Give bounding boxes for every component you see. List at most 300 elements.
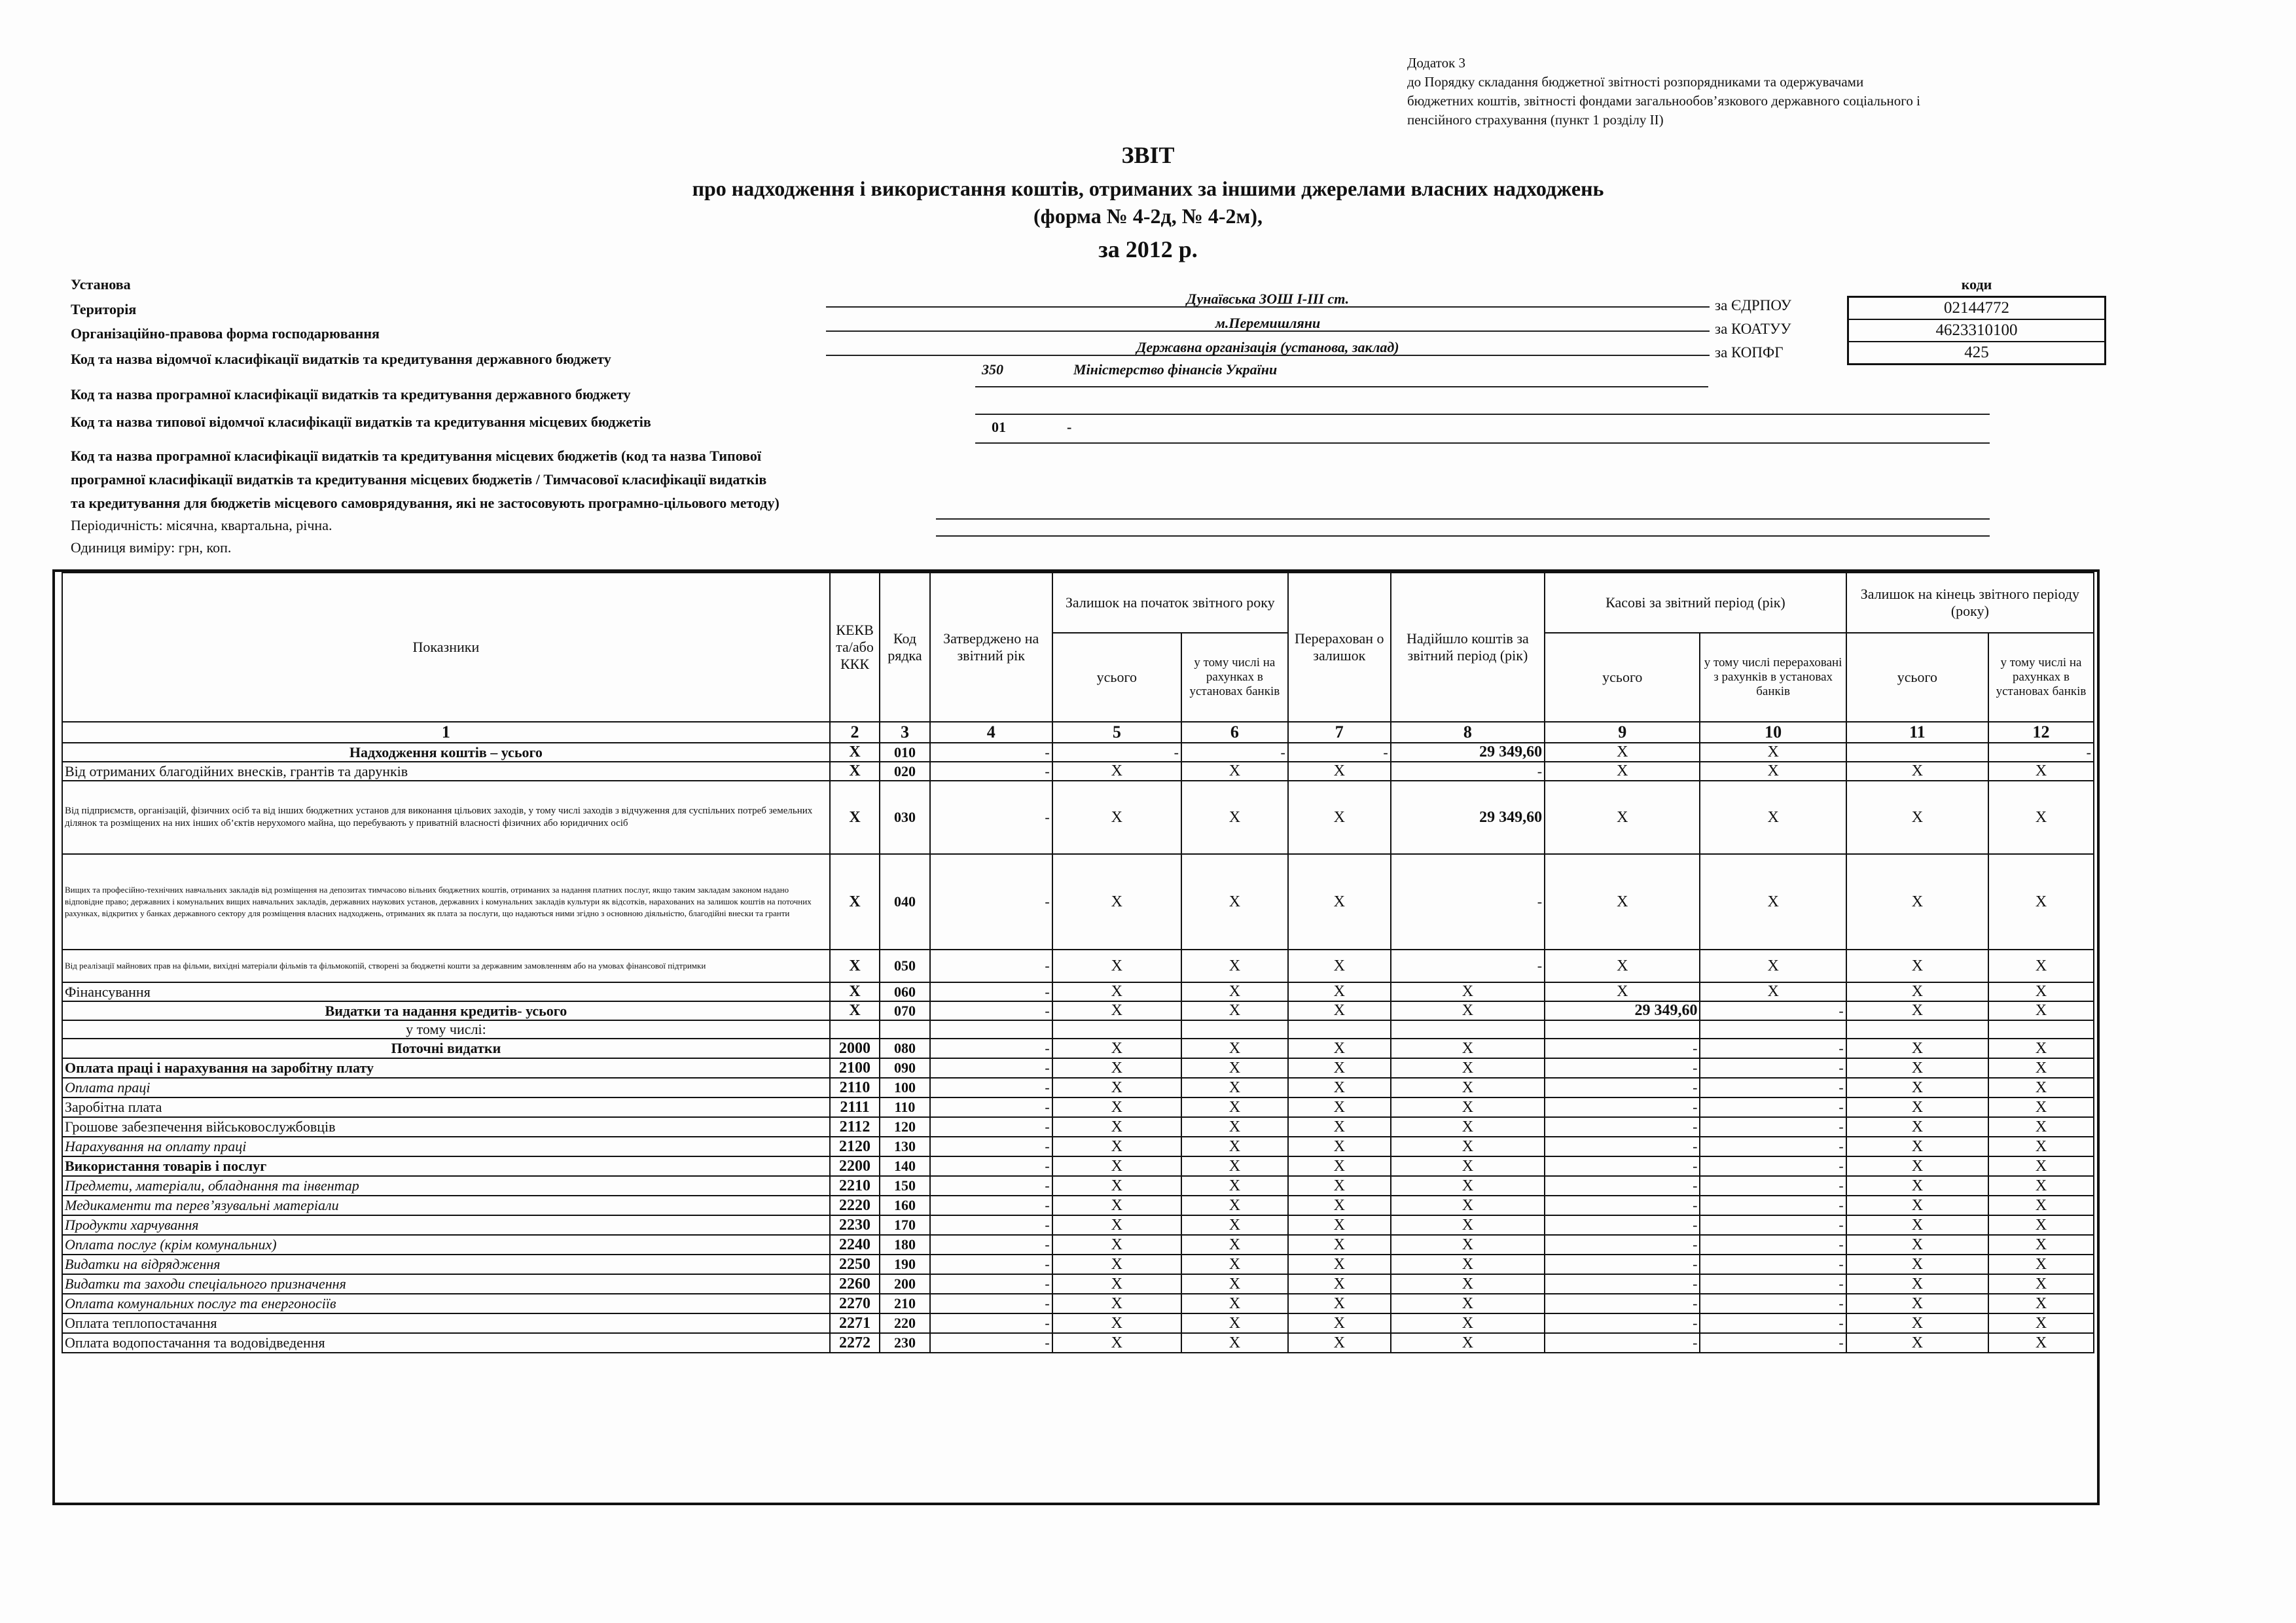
row-code: 070 xyxy=(880,1001,929,1020)
row-cell: - xyxy=(1700,1235,1846,1255)
row-cell xyxy=(1846,743,1988,762)
row-cell: X xyxy=(1846,854,1988,950)
row-label: Видатки та заходи спеціального призначення xyxy=(62,1274,830,1294)
edrpou-code: 02144772 xyxy=(1849,298,2104,320)
row-cell: X xyxy=(1181,781,1288,854)
row-code: 040 xyxy=(880,854,929,950)
row-cell: - xyxy=(930,950,1052,982)
row-cell: X xyxy=(1846,1176,1988,1196)
row-cell: X xyxy=(1846,1137,1988,1156)
row-cell: X xyxy=(1391,1058,1545,1078)
legal-form-value: Державна організація (установа, заклад) xyxy=(1136,339,1399,355)
row-cell: - xyxy=(1545,1215,1700,1235)
report-subtitle: про надходження і використання коштів, отриманих за іншими джерелами власних надходжень xyxy=(692,177,1604,200)
row-cell: - xyxy=(930,854,1052,950)
row-cell: - xyxy=(1700,1333,1846,1353)
row-cell: X xyxy=(1988,762,2094,781)
row-label: Оплата водопостачання та водовідведення xyxy=(62,1333,830,1353)
column-number: 9 xyxy=(1545,722,1700,743)
legal-form-label: Організаційно-правова форма господарювання xyxy=(71,325,380,342)
row-cell: X xyxy=(1391,1078,1545,1097)
row-cell: - xyxy=(930,1039,1052,1058)
row-cell: X xyxy=(1052,1333,1181,1353)
row-cell: X xyxy=(1846,1058,1988,1078)
table-row xyxy=(62,1058,2094,1078)
form-number: (форма № 4-2д, № 4-2м), xyxy=(1033,204,1263,228)
row-cell: X xyxy=(1288,1137,1391,1156)
row-cell: X xyxy=(1052,781,1181,854)
row-cell: - xyxy=(1545,1313,1700,1333)
row-code: 020 xyxy=(880,762,929,781)
row-code: 160 xyxy=(880,1196,929,1215)
row-label: Медикаменти та перев’язувальні матеріали xyxy=(62,1196,830,1215)
table-row xyxy=(62,1117,2094,1137)
table-row xyxy=(62,854,2094,950)
row-cell: X xyxy=(1288,1176,1391,1196)
row-cell: - xyxy=(1288,743,1391,762)
row-cell: X xyxy=(1391,1039,1545,1058)
row-cell: X xyxy=(1545,950,1700,982)
institution-value: Дунаївська ЗОШ І-ІІІ ст. xyxy=(1186,291,1350,307)
kopfg-code: 425 xyxy=(1964,344,1989,361)
row-kekv: 2250 xyxy=(830,1255,880,1274)
row-cell: X xyxy=(1988,1117,2094,1137)
row-label: Нарахування на оплату праці xyxy=(62,1137,830,1156)
row-cell: X xyxy=(1545,762,1700,781)
row-cell: X xyxy=(1181,1156,1288,1176)
row-cell: - xyxy=(1700,1255,1846,1274)
column-number: 11 xyxy=(1846,722,1988,743)
col-code: Код рядка xyxy=(880,573,929,722)
row-cell: X xyxy=(1288,1117,1391,1137)
row-cell: - xyxy=(1700,1097,1846,1117)
row-label: Оплата праці xyxy=(62,1078,830,1097)
row-cell: - xyxy=(1545,1156,1700,1176)
row-code: 230 xyxy=(880,1333,929,1353)
row-cell: X xyxy=(1700,854,1846,950)
row-cell: - xyxy=(930,1255,1052,1274)
table-row xyxy=(62,1039,2094,1058)
row-kekv: X xyxy=(830,781,880,854)
row-cell: - xyxy=(930,1215,1052,1235)
row-cell xyxy=(1181,1020,1288,1039)
row-label: Заробітна плата xyxy=(62,1097,830,1117)
row-cell: X xyxy=(1988,1196,2094,1215)
row-label: Надходження коштів – усього xyxy=(62,743,830,762)
row-cell: - xyxy=(1545,1039,1700,1058)
row-code: 010 xyxy=(880,743,929,762)
row-cell: X xyxy=(1391,1294,1545,1313)
row-cell: - xyxy=(1545,1058,1700,1078)
table-row xyxy=(62,781,2094,854)
row-kekv: 2120 xyxy=(830,1137,880,1156)
row-cell: X xyxy=(1391,1255,1545,1274)
row-kekv: X xyxy=(830,982,880,1001)
row-kekv: 2270 xyxy=(830,1294,880,1313)
row-cell: - xyxy=(1545,1333,1700,1353)
row-cell: X xyxy=(1700,950,1846,982)
table-row xyxy=(62,1294,2094,1313)
edrpou-label: за ЄДРПОУ xyxy=(1715,297,1791,313)
row-kekv: 2260 xyxy=(830,1274,880,1294)
col-incl-banks: у тому числі на рахунках в установах банків xyxy=(1988,633,2094,722)
local-prog-label: Код та назва програмної класифікації видатків та кредитування місцевих бюджетів (код та назва Типової xyxy=(71,448,762,464)
row-cell: X xyxy=(1288,854,1391,950)
row-cell: X xyxy=(1988,1235,2094,1255)
col-approved: Затверджено на звітний рік xyxy=(930,573,1052,722)
row-cell: - xyxy=(1545,1137,1700,1156)
row-cell: X xyxy=(1052,1058,1181,1078)
row-label: Від підприємств, організацій, фізичних осіб та від інших бюджетних установ для виконання цільових заходів, у тому числі заходів з відчуження для суспільних потреб земельних ділянок та розміщених на них інших об’єктів нерухомого майна, що перебувають у приватній власності фізичних або юридичних осіб xyxy=(62,781,830,854)
row-cell: X xyxy=(1181,1097,1288,1117)
row-cell: X xyxy=(1846,1196,1988,1215)
row-cell: - xyxy=(1700,1001,1846,1020)
col-indicators: Показники xyxy=(62,573,830,722)
row-cell: X xyxy=(1391,1097,1545,1117)
row-cell: X xyxy=(1846,1001,1988,1020)
row-code: 090 xyxy=(880,1058,929,1078)
table-row xyxy=(62,1097,2094,1117)
row-label: Оплата теплопостачання xyxy=(62,1313,830,1333)
row-cell: X xyxy=(1181,1235,1288,1255)
row-cell: X xyxy=(1288,1001,1391,1020)
row-cell: - xyxy=(1545,1235,1700,1255)
row-cell: X xyxy=(1288,762,1391,781)
row-cell: X xyxy=(1052,1176,1181,1196)
local-prog-label: програмної класифікації видатків та кредитування місцевих бюджетів / Тимчасової класифікації видатків xyxy=(71,471,767,488)
row-cell: X xyxy=(1846,1294,1988,1313)
row-cell: X xyxy=(1052,1097,1181,1117)
row-code: 220 xyxy=(880,1313,929,1333)
row-cell: X xyxy=(1181,1196,1288,1215)
row-cell: X xyxy=(1846,1156,1988,1176)
row-kekv: 2200 xyxy=(830,1156,880,1176)
row-cell: - xyxy=(930,1078,1052,1097)
table-row xyxy=(62,1235,2094,1255)
row-cell: - xyxy=(930,762,1052,781)
table-row xyxy=(62,1001,2094,1020)
row-cell: - xyxy=(930,743,1052,762)
row-cell xyxy=(1052,1020,1181,1039)
row-cell: X xyxy=(1988,1215,2094,1235)
row-cell: X xyxy=(1052,1274,1181,1294)
typical-class-label: Код та назва типової відомчої класифікації видатків та кредитування місцевих бюджетів xyxy=(71,414,651,430)
row-cell: X xyxy=(1391,1001,1545,1020)
row-cell: X xyxy=(1391,1156,1545,1176)
row-cell: X xyxy=(1700,781,1846,854)
row-cell: X xyxy=(1846,1039,1988,1058)
row-code: 170 xyxy=(880,1215,929,1235)
row-cell: X xyxy=(1052,762,1181,781)
row-cell: X xyxy=(1846,1255,1988,1274)
column-number: 1 xyxy=(62,722,830,743)
col-incl-banks: у тому числі на рахунках в установах банків xyxy=(1181,633,1288,722)
row-cell: X xyxy=(1288,1274,1391,1294)
periodicity: Періодичність: місячна, квартальна, річна. xyxy=(71,517,332,533)
row-cell: X xyxy=(1181,1078,1288,1097)
row-cell: - xyxy=(930,1137,1052,1156)
table-row xyxy=(62,1255,2094,1274)
row-label: Оплата комунальних послуг та енергоносіїв xyxy=(62,1294,830,1313)
row-kekv xyxy=(830,1020,880,1039)
column-number: 7 xyxy=(1288,722,1391,743)
table-row xyxy=(62,762,2094,781)
row-cell: - xyxy=(1181,743,1288,762)
row-cell: X xyxy=(1988,1058,2094,1078)
row-cell: X xyxy=(1391,1196,1545,1215)
row-cell: X xyxy=(1391,1176,1545,1196)
col-incl-transferred: у тому числі перераховані з рахунків в установах банків xyxy=(1700,633,1846,722)
territory-label: Територія xyxy=(71,301,137,317)
row-cell: X xyxy=(1052,1078,1181,1097)
row-cell: X xyxy=(1181,1313,1288,1333)
report-table xyxy=(62,572,2094,1353)
row-cell: X xyxy=(1988,1255,2094,1274)
row-cell: - xyxy=(930,1235,1052,1255)
row-label: Вищих та професійно-технічних навчальних закладів від розміщення на депозитах тимчасово вільних бюджетних коштів, отриманих за надання платних послуг, якщо таким закладам законом надано відповідне право; державних і комунальних вищих навчальних закладів, державних наукових установ, державних і комунальних закладів культури як відсотків, нарахованих на залишок коштів на поточних рахунках, відкритих у банках державного сектору для розміщення власних надходжень, отриманих як плата за послуги, що надаються ними згідно з основною діяльністю, благодійні внески та гранти xyxy=(62,854,830,950)
row-cell: X xyxy=(1181,762,1288,781)
row-cell: - xyxy=(1545,1117,1700,1137)
row-cell: X xyxy=(1846,1235,1988,1255)
row-cell: X xyxy=(1846,1078,1988,1097)
row-cell: X xyxy=(1181,950,1288,982)
row-cell: X xyxy=(1846,1215,1988,1235)
institution-label: Установа xyxy=(71,276,131,293)
row-cell: X xyxy=(1846,1313,1988,1333)
table-row xyxy=(62,982,2094,1001)
col-total: усього xyxy=(1052,633,1181,722)
row-cell: - xyxy=(1700,1156,1846,1176)
row-cell xyxy=(1288,1020,1391,1039)
row-kekv: X xyxy=(830,950,880,982)
row-cell: X xyxy=(1988,854,2094,950)
col-balance-start: Залишок на початок звітного року xyxy=(1052,573,1288,633)
row-code: 140 xyxy=(880,1156,929,1176)
row-cell: - xyxy=(1545,1176,1700,1196)
row-cell: - xyxy=(1700,1294,1846,1313)
row-cell: X xyxy=(1181,1294,1288,1313)
row-cell: X xyxy=(1988,1294,2094,1313)
row-cell: X xyxy=(1181,1274,1288,1294)
row-label: Оплата послуг (крім комунальних) xyxy=(62,1235,830,1255)
row-cell xyxy=(1846,1020,1988,1039)
koatuu-code: 4623310100 xyxy=(1849,320,2104,342)
row-cell: X xyxy=(1988,1001,2094,1020)
col-transferred: Перерахован о залишок xyxy=(1288,573,1391,722)
row-cell: - xyxy=(1700,1039,1846,1058)
unit-of-measure: Одиниця виміру: грн, коп. xyxy=(71,539,232,556)
row-kekv: X xyxy=(830,854,880,950)
row-cell: X xyxy=(1700,743,1846,762)
row-cell: X xyxy=(1988,1313,2094,1333)
dept-class-code: 350 xyxy=(982,361,1003,378)
row-cell: - xyxy=(1988,743,2094,762)
row-cell: X xyxy=(1700,762,1846,781)
row-cell: X xyxy=(1545,854,1700,950)
territory-value: м.Перемишляни xyxy=(1215,315,1321,331)
column-number: 5 xyxy=(1052,722,1181,743)
row-cell: - xyxy=(1391,950,1545,982)
col-cash: Касові за звітний період (рік) xyxy=(1545,573,1846,633)
row-cell: X xyxy=(1052,1117,1181,1137)
row-cell: X xyxy=(1288,1333,1391,1353)
row-kekv: 2271 xyxy=(830,1313,880,1333)
row-cell: X xyxy=(1052,854,1181,950)
row-cell: X xyxy=(1288,781,1391,854)
codes-title: коди xyxy=(1961,276,1992,293)
row-cell: - xyxy=(930,781,1052,854)
column-number: 12 xyxy=(1988,722,2094,743)
row-cell: X xyxy=(1052,1255,1181,1274)
row-cell: - xyxy=(1545,1078,1700,1097)
row-cell: X xyxy=(1052,950,1181,982)
row-cell: X xyxy=(1988,1097,2094,1117)
row-cell: X xyxy=(1288,1255,1391,1274)
row-code: 210 xyxy=(880,1294,929,1313)
row-cell: X xyxy=(1288,1196,1391,1215)
dept-class-label: Код та назва відомчої класифікації видатків та кредитування державного бюджету xyxy=(71,351,611,367)
row-cell: X xyxy=(1700,982,1846,1001)
row-cell: - xyxy=(1700,1274,1846,1294)
row-cell: - xyxy=(1700,1196,1846,1215)
row-cell: X xyxy=(1288,1235,1391,1255)
row-cell: - xyxy=(1700,1058,1846,1078)
row-cell: X xyxy=(1988,1039,2094,1058)
table-row xyxy=(62,743,2094,762)
row-cell: X xyxy=(1846,950,1988,982)
dept-class-value: Міністерство фінансів України xyxy=(1073,361,1278,378)
row-kekv: 2220 xyxy=(830,1196,880,1215)
row-code: 080 xyxy=(880,1039,929,1058)
row-cell: X xyxy=(1052,1196,1181,1215)
row-cell: X xyxy=(1052,1156,1181,1176)
table-row xyxy=(62,950,2094,982)
row-cell: - xyxy=(930,1117,1052,1137)
row-cell: X xyxy=(1181,1039,1288,1058)
table-row xyxy=(62,1274,2094,1294)
appendix-line: до Порядку складання бюджетної звітності розпорядниками та одержувачами xyxy=(1407,74,1864,90)
row-label: Видатки та надання кредитів- усього xyxy=(62,1001,830,1020)
row-kekv: 2000 xyxy=(830,1039,880,1058)
row-cell: X xyxy=(1052,1235,1181,1255)
row-cell: X xyxy=(1988,1078,2094,1097)
row-cell: - xyxy=(1700,1137,1846,1156)
row-cell: - xyxy=(930,1313,1052,1333)
row-code xyxy=(880,1020,929,1039)
row-cell: X xyxy=(1052,1137,1181,1156)
row-cell: X xyxy=(1052,982,1181,1001)
row-cell: 29 349,60 xyxy=(1391,781,1545,854)
row-cell: - xyxy=(1700,1117,1846,1137)
row-kekv: 2210 xyxy=(830,1176,880,1196)
row-cell: X xyxy=(1181,1001,1288,1020)
table-row xyxy=(62,1215,2094,1235)
row-cell: - xyxy=(1545,1255,1700,1274)
col-total: усього xyxy=(1846,633,1988,722)
row-cell: X xyxy=(1288,1097,1391,1117)
report-period: за 2012 р. xyxy=(1098,236,1198,262)
codes-box xyxy=(1847,296,2106,365)
typical-class-value: - xyxy=(1067,419,1072,435)
row-cell: X xyxy=(1052,1001,1181,1020)
row-kekv: 2230 xyxy=(830,1215,880,1235)
row-cell: X xyxy=(1391,1313,1545,1333)
appendix-note xyxy=(1407,54,2101,130)
row-label: Від реалізації майнових прав на фільми, вихідні матеріали фільмів та фільмокопій, створені за бюджетні кошти за державним замовленням або на умовах фінансової підтримки xyxy=(62,950,830,982)
row-code: 030 xyxy=(880,781,929,854)
row-cell: X xyxy=(1988,781,2094,854)
row-cell: X xyxy=(1846,1097,1988,1117)
row-label: Предмети, матеріали, обладнання та інвентар xyxy=(62,1176,830,1196)
row-cell: X xyxy=(1288,982,1391,1001)
row-cell: X xyxy=(1288,1294,1391,1313)
column-number: 3 xyxy=(880,722,929,743)
row-cell: - xyxy=(1391,854,1545,950)
row-cell: X xyxy=(1288,950,1391,982)
row-label: Видатки на відрядження xyxy=(62,1255,830,1274)
row-cell: X xyxy=(1391,1235,1545,1255)
col-kekv: КЕКВ та/або ККК xyxy=(830,573,880,722)
column-number: 6 xyxy=(1181,722,1288,743)
appendix-line: Додаток 3 xyxy=(1407,55,1466,71)
row-cell: - xyxy=(930,1058,1052,1078)
row-kekv: 2100 xyxy=(830,1058,880,1078)
table-row xyxy=(62,1176,2094,1196)
row-cell: - xyxy=(930,1156,1052,1176)
table-row xyxy=(62,1313,2094,1333)
row-cell: - xyxy=(930,1274,1052,1294)
row-code: 130 xyxy=(880,1137,929,1156)
row-cell: X xyxy=(1181,1176,1288,1196)
row-cell: X xyxy=(1988,1156,2094,1176)
row-cell: X xyxy=(1988,1137,2094,1156)
row-cell: X xyxy=(1052,1215,1181,1235)
row-cell: X xyxy=(1846,1274,1988,1294)
row-cell: - xyxy=(1700,1078,1846,1097)
row-cell: X xyxy=(1988,982,2094,1001)
column-number: 2 xyxy=(830,722,880,743)
row-cell: X xyxy=(1181,982,1288,1001)
row-cell: X xyxy=(1181,1215,1288,1235)
row-cell: X xyxy=(1846,982,1988,1001)
column-number: 4 xyxy=(930,722,1052,743)
row-code: 110 xyxy=(880,1097,929,1117)
row-cell xyxy=(1545,1020,1700,1039)
row-cell: X xyxy=(1181,1255,1288,1274)
row-cell: X xyxy=(1181,1333,1288,1353)
row-cell: X xyxy=(1391,1137,1545,1156)
row-code: 200 xyxy=(880,1274,929,1294)
row-label: Використання товарів і послуг xyxy=(62,1156,830,1176)
row-cell: 29 349,60 xyxy=(1391,743,1545,762)
row-cell: X xyxy=(1288,1039,1391,1058)
row-cell: X xyxy=(1988,1176,2094,1196)
row-cell: X xyxy=(1052,1313,1181,1333)
row-kekv: 2111 xyxy=(830,1097,880,1117)
row-cell: - xyxy=(1545,1097,1700,1117)
row-cell: - xyxy=(1700,1176,1846,1196)
row-label: Продукти харчування xyxy=(62,1215,830,1235)
row-cell: X xyxy=(1288,1078,1391,1097)
row-cell: X xyxy=(1181,1058,1288,1078)
row-code: 050 xyxy=(880,950,929,982)
row-cell: 29 349,60 xyxy=(1545,1001,1700,1020)
row-label: Від отриманих благодійних внесків, грантів та дарунків xyxy=(62,762,830,781)
koatuu-label: за КОАТУУ xyxy=(1715,321,1791,337)
row-label: у тому числі: xyxy=(62,1020,830,1039)
row-label: Оплата праці і нарахування на заробітну плату xyxy=(62,1058,830,1078)
row-cell xyxy=(930,1020,1052,1039)
